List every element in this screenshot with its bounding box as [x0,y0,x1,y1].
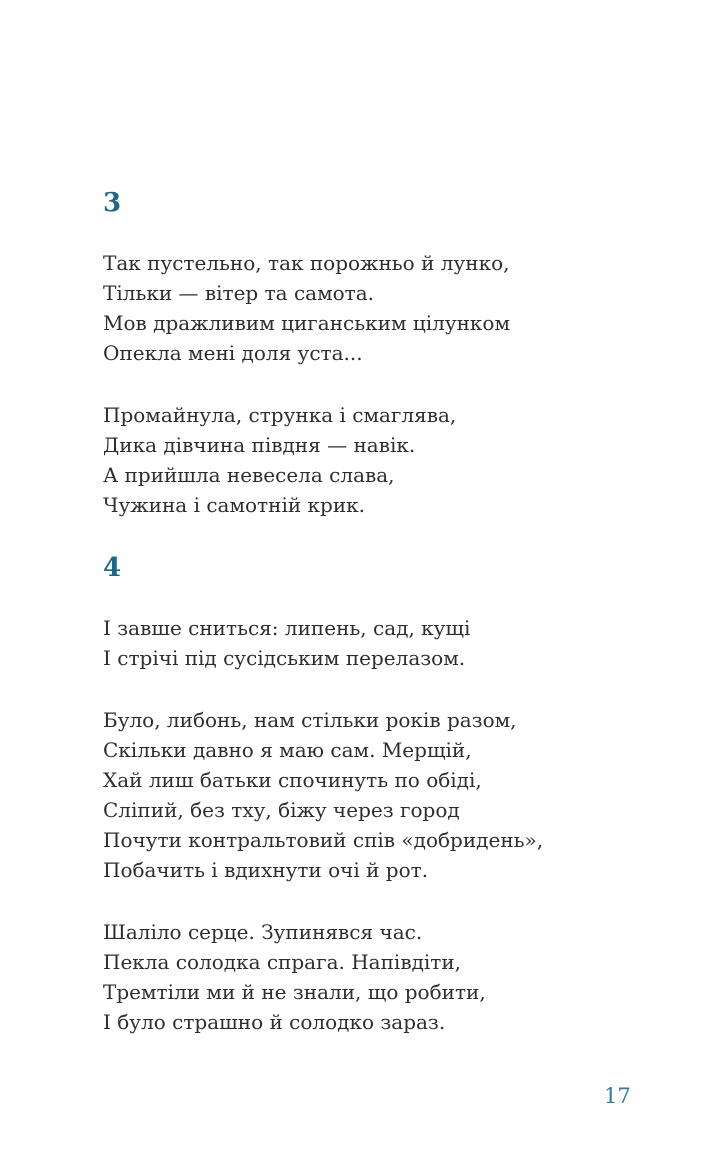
poem-line: Дика дівчина півдня — навік. [103,433,416,457]
poem-line: Тремтіли ми й не знали, що робити, [103,980,486,1004]
poem-line: Опекла мені доля уста... [103,341,363,365]
poem-line: Шаліло серце. Зупинявся час. [103,920,423,944]
poem-line: А прийшла невесела слава, [103,463,395,487]
poem-line: І стрічі під сусідським перелазом. [103,646,466,670]
poem-line: Пекла солодка спрага. Напівдіти, [103,950,462,974]
poem-line: Тільки — вітер та самота. [103,281,375,305]
poem-line: Було, либонь, нам стільки років разом, [103,708,517,732]
stanza [103,400,623,520]
poem-line: Почути контральтовий спів «добридень», [103,828,544,852]
poem-line: І завше сниться: липень, сад, кущі [103,616,471,640]
poem-line: І було страшно й солодко зараз. [103,1010,446,1034]
poem-line: Побачить і вдихнути очі й рот. [103,858,429,882]
page-number: 17 [604,1084,631,1108]
poem-line: Чужина і самотній крик. [103,493,366,517]
poem-line: Промайнула, струнка і смаглява, [103,403,457,427]
poem-section [103,552,623,1037]
section-number: 4 [103,553,122,583]
stanza [103,705,623,885]
poem-section [103,187,623,520]
stanza [103,613,623,673]
poem-line: Мов дражливим циганським цілунком [103,311,511,335]
book-page-content [103,187,623,1069]
section-number: 3 [103,188,122,218]
poem-line: Сліпий, без тху, біжу через город [103,798,460,822]
stanza [103,917,623,1037]
stanza [103,248,623,368]
poem-sections [103,187,623,1037]
poem-line: Так пустельно, так порожньо й лунко, [103,251,510,275]
poem-line: Хай лиш батьки спочинуть по обіді, [103,768,482,792]
poem-line: Скільки давно я маю сам. Мерщій, [103,738,472,762]
